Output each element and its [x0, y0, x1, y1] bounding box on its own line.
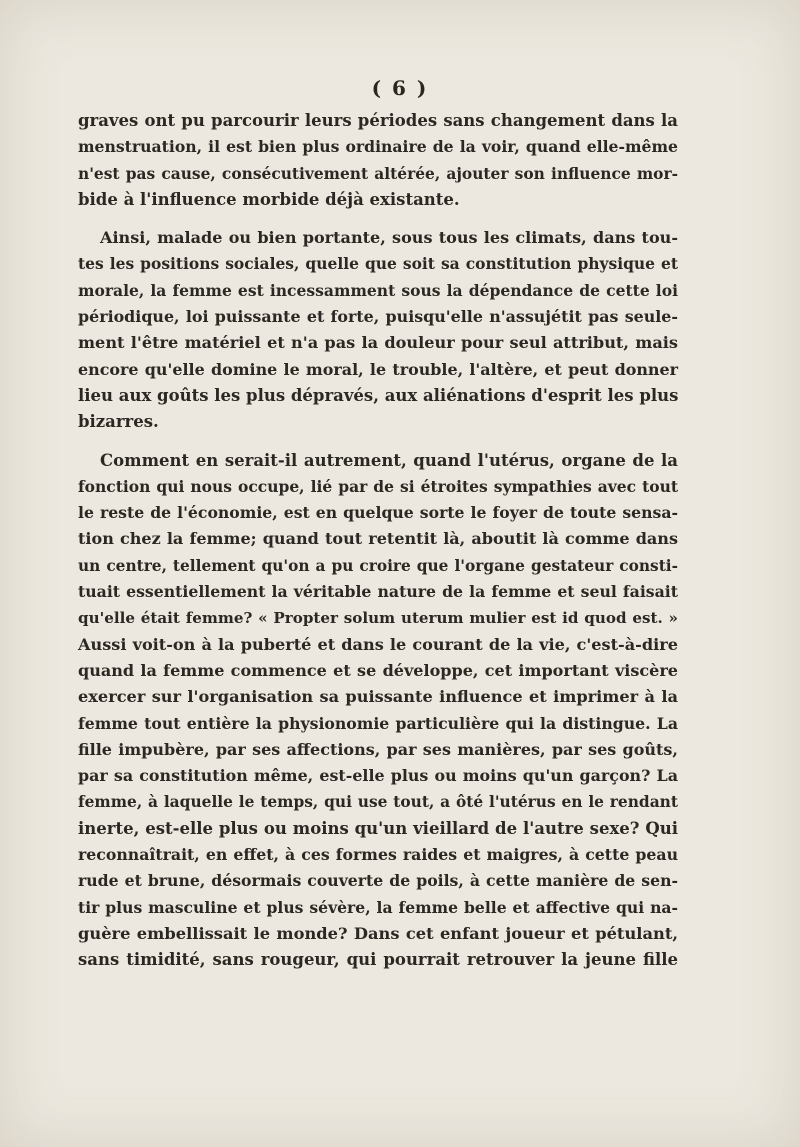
text-line: périodique, loi puissante et forte, puisqu'elle n'assujétit pas seule-: [78, 307, 678, 327]
text-line: femme, à laquelle le temps, qui use tout, a ôté l'utérus en le rendant: [78, 793, 678, 812]
text-line: sans timidité, sans rougeur, qui pourrait retrouver la jeune fille: [78, 950, 678, 970]
page-number: ( 6 ): [371, 76, 429, 100]
text-line: fille impubère, par ses affections, par ses manières, par ses goûts,: [78, 739, 678, 759]
text-line: qu'elle était femme? « Propter solum uterum mulier est id quod est. »: [78, 609, 678, 628]
text-line: le reste de l'économie, est en quelque sorte le foyer de toute sensa-: [78, 503, 678, 523]
text-line: femme tout entière la physionomie particulière qui la distingue. La: [78, 713, 678, 733]
text-line: un centre, tellement qu'on a pu croire que l'organe gestateur consti-: [78, 556, 678, 575]
paragraph-2: [78, 225, 678, 435]
text-line: graves ont pu parcourir leurs périodes sans changement dans la: [78, 111, 678, 130]
text-line: tes les positions sociales, quelle que soit sa constitution physique et: [78, 254, 678, 274]
text-line: inerte, est-elle plus ou moins qu'un vieillard de l'autre sexe? Qui: [78, 818, 678, 838]
paragraph-3: [78, 448, 678, 974]
text-line: morale, la femme est incessamment sous la dépendance de cette loi: [78, 280, 678, 300]
text-line: bide à l'influence morbide déjà existante.: [78, 189, 460, 209]
text-line: par sa constitution même, est-elle plus ou moins qu'un garçon? La: [78, 766, 678, 786]
text-line: quand la femme commence et se développe, cet important viscère: [78, 660, 678, 680]
text-line: tir plus masculine et plus sévère, la femme belle et affective qui na-: [78, 897, 678, 917]
paragraph-1: [78, 108, 678, 213]
text-line: ment l'être matériel et n'a pas la douleur pour seul attribut, mais: [78, 333, 678, 353]
text-line: bizarres.: [78, 412, 159, 432]
text-line: lieu aux goûts les plus dépravés, aux aliénations d'esprit les plus: [78, 385, 679, 405]
text-line: reconnaîtrait, en effet, à ces formes raides et maigres, à cette peau: [78, 845, 678, 865]
text-line: guère embellissait le monde? Dans cet enfant joueur et pétulant,: [78, 923, 678, 943]
text-line: tuait essentiellement la véritable nature de la femme et seul faisait: [78, 582, 678, 602]
text-line: menstruation, il est bien plus ordinaire de la voir, quand elle-même: [78, 137, 678, 157]
body-text: [78, 108, 678, 974]
text-line: tion chez la femme; quand tout retentit là, aboutit là comme dans: [78, 529, 678, 549]
text-line: Ainsi, malade ou bien portante, sous tous les climats, dans tou-: [100, 228, 678, 248]
text-line: n'est pas cause, consécutivement altérée, ajouter son influence mor-: [78, 164, 678, 183]
text-line: rude et brune, désormais couverte de poils, à cette manière de sen-: [78, 871, 678, 891]
text-line: encore qu'elle domine le moral, le trouble, l'altère, et peut donner: [78, 359, 678, 379]
text-line: Aussi voit-on à la puberté et dans le courant de la vie, c'est-à-dire: [78, 634, 678, 654]
text-line: Comment en serait-il autrement, quand l'utérus, organe de la: [100, 450, 678, 470]
text-line: fonction qui nous occupe, lié par de si étroites sympathies avec tout: [78, 476, 678, 496]
text-line: exercer sur l'organisation sa puissante influence et imprimer à la: [78, 687, 678, 707]
